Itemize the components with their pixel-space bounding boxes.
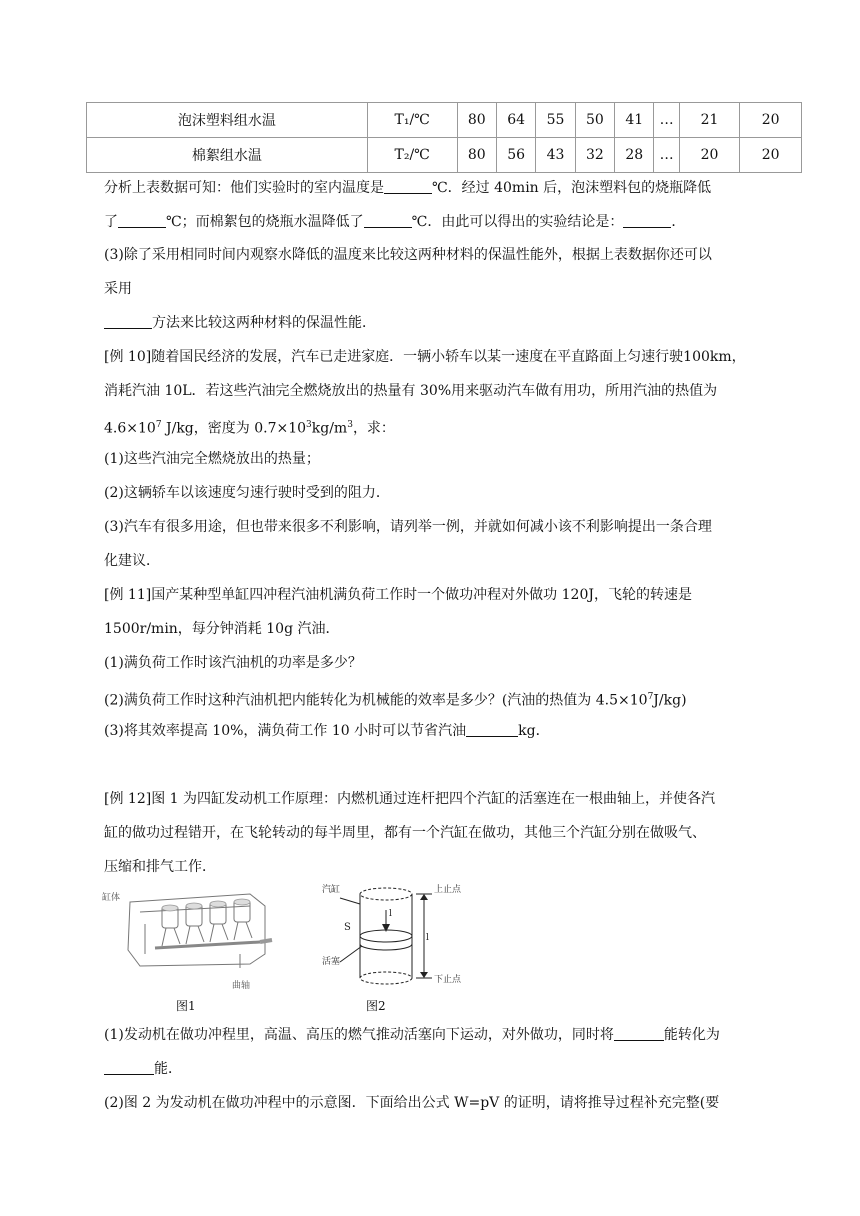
ex11-q2	[104, 687, 687, 711]
table-cell: 55	[536, 103, 575, 138]
ex10-q3-line-1: (3)汽车有很多用途，但也带来很多不利影响，请列举一例，并就如何减小该不利影响提出一条合理	[104, 519, 712, 535]
answer-blank[interactable]	[364, 213, 412, 228]
ex11-line-2: 1500r/min，每分钟消耗 10g 汽油．	[104, 621, 340, 637]
superscript: 7	[647, 692, 654, 702]
table-cell: 20	[740, 138, 802, 173]
ex12-q2-line-1: (2)图 2 为发动机在做功冲程中的示意图．下面给出公式 W=pV 的证明，请将推导过程补充完整(要	[104, 1095, 720, 1111]
engine-illustration	[100, 884, 280, 994]
ex10-q2: (2)这辆轿车以该速度匀速行驶时受到的阻力．	[104, 485, 390, 501]
row-label: 泡沫塑料组水温	[87, 103, 368, 138]
row-unit: T₁/℃	[367, 103, 457, 138]
ex10-line-1: [例 10]随着国民经济的发展，汽车已走进家庭．一辆小轿车以某一速度在平直路面上匀速行驶100km，	[104, 349, 746, 365]
q3-line-3	[104, 313, 376, 333]
ex12-line-3: 压缩和排气工作．	[104, 859, 216, 875]
text: ，求：	[352, 420, 395, 437]
text: (3)将其效率提高 10%，满负荷工作 10 小时可以节省汽油	[104, 723, 467, 739]
ex12-q1-line-1	[104, 1025, 720, 1045]
table-cell: 80	[457, 103, 496, 138]
ex11-line-1: [例 11]国产某种型单缸四冲程汽油机满负荷工作时一个做功冲程对外做功 120J，飞轮的转速是	[104, 587, 692, 603]
table-row	[87, 138, 802, 173]
ex12-q1-line-2	[104, 1059, 182, 1079]
ex11-q1: (1)满负荷工作时该汽油机的功率是多少？	[104, 655, 362, 671]
label-piston: 活塞	[322, 957, 341, 967]
label-bottom-dead-center: 下止点	[434, 975, 462, 985]
ex11-q3	[104, 721, 550, 741]
table-cell: 64	[496, 103, 535, 138]
text: ℃；而棉絮包的烧瓶水温降低了	[166, 214, 364, 230]
ex12-line-2: 缸的做功过程错开，在飞轮转动的每半周里，都有一个汽缸在做功，其他三个汽缸分别在做吸气、	[104, 825, 706, 841]
table-cell: 20	[679, 138, 740, 173]
ex12-line-1: [例 12]图 1 为四缸发动机工作原理：内燃机通过连杆把四个汽缸的活塞连在一根曲轴上，并使各汽	[104, 791, 715, 807]
ex10-q3-line-2: 化建议．	[104, 553, 160, 569]
table-cell: 20	[740, 103, 802, 138]
answer-blank[interactable]	[623, 213, 671, 228]
figure-1-engine	[100, 884, 280, 994]
table-cell: 50	[575, 103, 614, 138]
ex10-q1: (1)这些汽油完全燃烧放出的热量；	[104, 451, 320, 467]
superscript: 3	[347, 420, 353, 430]
row-unit: T₂/℃	[367, 138, 457, 173]
text: 能．	[154, 1061, 182, 1077]
text: 能转化为	[663, 1027, 720, 1043]
text: (2)满负荷工作时这种汽油机把内能转化为机械能的效率是多少？(汽油的热值为 4.5×10	[104, 692, 648, 709]
label-force: l	[389, 909, 392, 919]
analysis-line-1	[104, 178, 711, 198]
text: ．	[671, 214, 686, 230]
figure-2-caption: 图2	[366, 999, 386, 1013]
text: 4.6×10	[104, 420, 156, 437]
answer-blank[interactable]	[118, 213, 166, 228]
label-top-dead-center: 上止点	[434, 885, 462, 895]
label-crankshaft: 曲轴	[232, 981, 251, 991]
table-cell: 56	[496, 138, 535, 173]
answer-blank[interactable]	[384, 179, 432, 194]
table-cell: 43	[536, 138, 575, 173]
text: 了	[104, 214, 118, 230]
ex10-line-3	[104, 415, 395, 439]
text: ℃．由此可以得出的实验结论是：	[411, 214, 624, 230]
q3-line-1: (3)除了采用相同时间内观察水降低的温度来比较这两种材料的保温性能外，根据上表数据你还可以	[104, 247, 712, 263]
table-row	[87, 103, 802, 138]
table-cell: 80	[457, 138, 496, 173]
superscript: 3	[306, 420, 312, 430]
cylinder-diagram	[318, 880, 468, 992]
label-cylinder-block: 缸体	[102, 893, 121, 903]
label-area: S	[344, 922, 351, 933]
answer-blank[interactable]	[614, 1026, 664, 1041]
superscript: 7	[155, 420, 162, 430]
q3-line-2: 采用	[104, 281, 132, 297]
text: (1)发动机在做功冲程里，高温、高压的燃气推动活塞向下运动，对外做功，同时将	[104, 1027, 614, 1043]
text: J/kg，密度为 0.7×10	[161, 420, 307, 437]
answer-blank[interactable]	[104, 1060, 154, 1075]
answer-blank[interactable]	[104, 314, 152, 329]
label-cylinder: 汽缸	[322, 885, 341, 895]
text: kg．	[518, 723, 550, 739]
table-cell: …	[654, 138, 679, 173]
text: 方法来比较这两种材料的保温性能．	[152, 315, 376, 331]
answer-blank[interactable]	[466, 722, 518, 737]
temperature-table	[86, 102, 802, 173]
text: kg/m	[311, 420, 348, 437]
text: ℃．经过 40min 后，泡沫塑料包的烧瓶降低	[432, 180, 712, 196]
text: J/kg)	[653, 692, 687, 709]
table-cell: 32	[575, 138, 614, 173]
table-cell: 41	[615, 103, 654, 138]
text: 分析上表数据可知：他们实验时的室内温度是	[104, 180, 384, 196]
label-length: l	[426, 933, 429, 943]
table-cell: 21	[679, 103, 740, 138]
table-cell: 28	[615, 138, 654, 173]
row-label: 棉絮组水温	[87, 138, 368, 173]
ex10-line-2: 消耗汽油 10L．若这些汽油完全燃烧放出的热量有 30%用来驱动汽车做有用功，所用汽油的热值为	[104, 383, 718, 399]
analysis-line-2	[104, 212, 685, 232]
figure-1-caption: 图1	[176, 999, 196, 1013]
table-cell: …	[654, 103, 679, 138]
figure-2-cylinder	[318, 880, 468, 992]
